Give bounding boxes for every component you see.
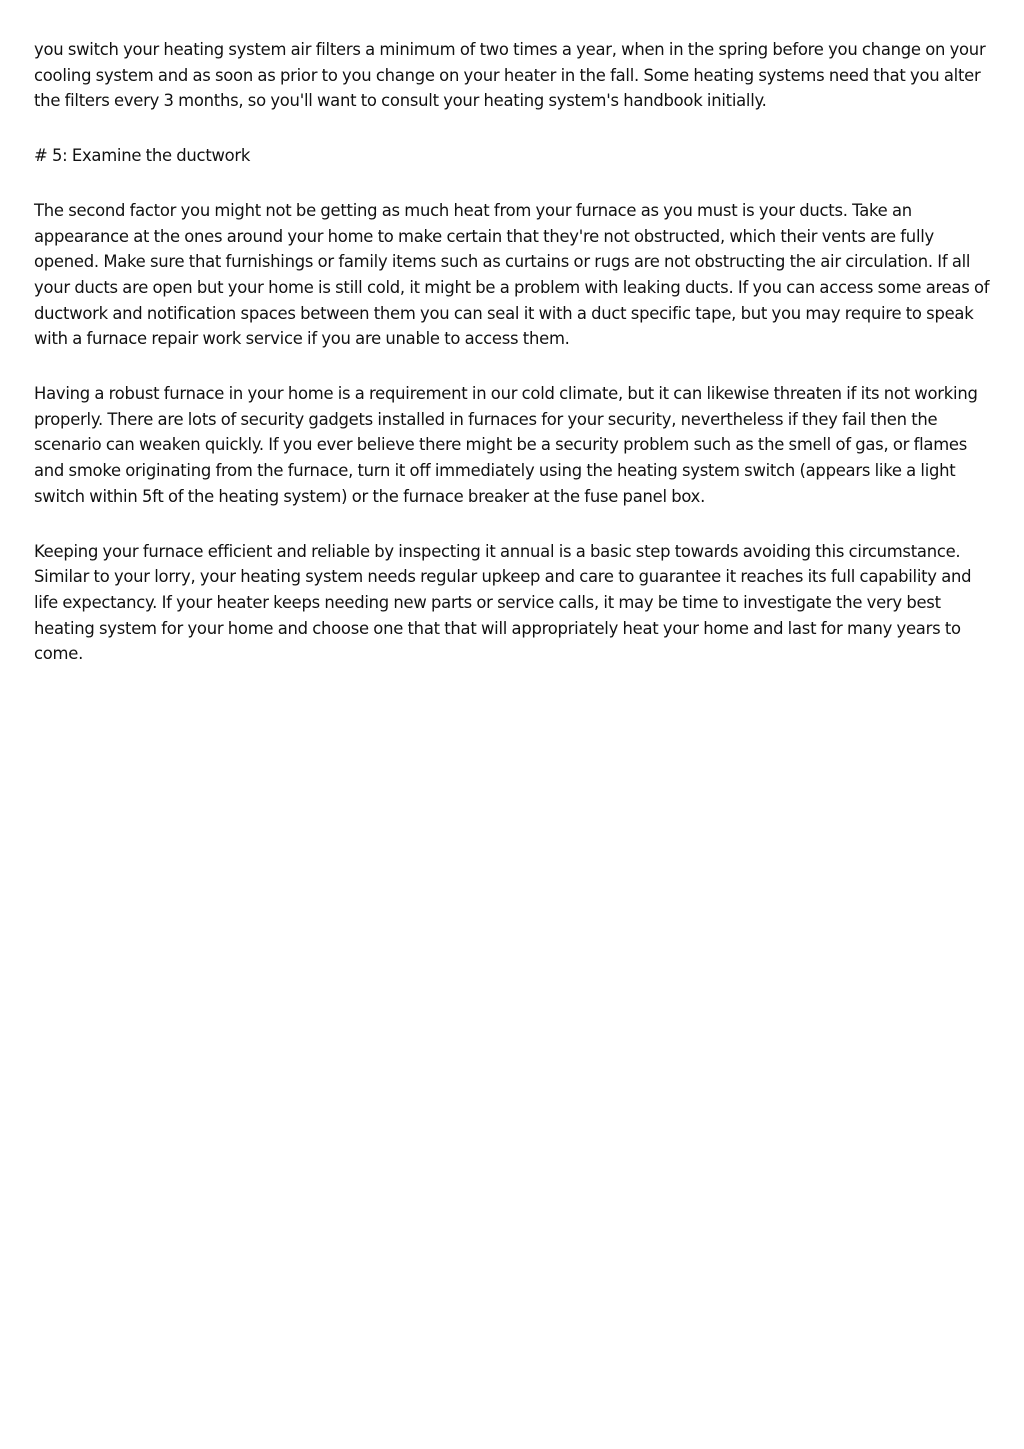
paragraph-filters: you switch your heating system air filters a minimum of two times a year, when in the spring before you change on your cooling system and as soon as prior to you change on your heater in the fall. Some heating systems need that you alter the filters every 3 months, so you'll want to consult your heating system's handbook initially.: [34, 40, 986, 111]
paragraph-safety: Having a robust furnace in your home is a requirement in our cold climate, but it can likewise threaten if its not working properly. There are lots of security gadgets installed in furnaces for your security, nevertheless if they fail then the scenario can weaken quickly. If you ever believe there might be a security problem such as the smell of gas, or flames and smoke originating from the furnace, turn it off immediately using the heating system switch (appears like a light switch within 5ft of the heating system) or the furnace breaker at the fuse panel box.: [34, 384, 978, 506]
document-body: [34, 37, 990, 696]
paragraph-ducts: The second factor you might not be getting as much heat from your furnace as you must is your ducts. Take an appearance at the ones around your home to make certain that they're not obstructed, which their vents are fully opened. Make sure that furnishings or family items such as curtains or rugs are not obstructing the air circulation. If all your ducts are open but your home is still cold, it might be a problem with leaking ducts. If you can access some areas of ductwork and notification spaces between them you can seal it with a duct specific tape, but you may require to speak with a furnace repair work service if you are unable to access them.: [34, 200, 990, 349]
paragraph-maintenance: Keeping your furnace efficient and reliable by inspecting it annual is a basic step towards avoiding this circumstance. Similar to your lorry, your heating system needs regular upkeep and care to guarantee it reaches its full capability and life expectancy. If your heater keeps needing new parts or service calls, it may be time to investigate the very best heating system for your home and choose one that that will appropriately heat your home and last for many years to come.: [34, 541, 972, 664]
section-heading-ductwork: # 5: Examine the ductwork: [34, 146, 251, 166]
